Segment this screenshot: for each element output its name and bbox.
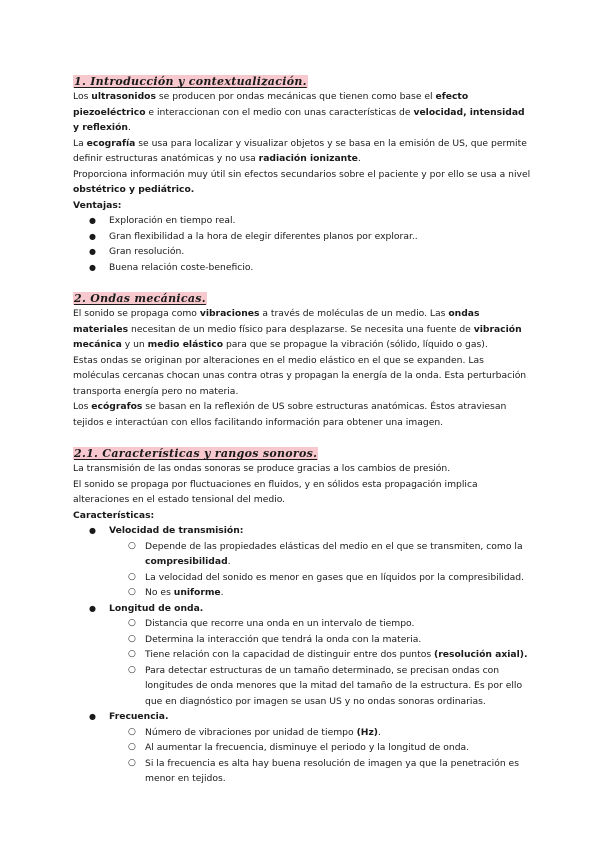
circle-bullet-icon: ○ — [128, 587, 136, 597]
list-item-longitud: ● Longitud de onda. — [73, 601, 533, 617]
circle-bullet-icon: ○ — [128, 633, 136, 644]
circle-bullet-icon: ○ — [128, 649, 136, 659]
paragraph-ultrasonidos: Los ultrasonidos se producen por ondas mecánicas que tienen como base el efecto piezoeléctrico e interaccionan con el medio con unas características de velocidad, intensidad y reflexión. — [73, 91, 525, 133]
paragraph-origen-ondas: Estas ondas se originan por alteraciones en el medio elástico en el que se expanden. Las moléculas cercanas chocan unas contra otras y propagan la energía de la onda. Esta perturbación transporta energía pero no materia. — [73, 354, 527, 397]
bullet-icon: ● — [89, 712, 96, 721]
list-item: ● Exploración en tiempo real. — [73, 213, 533, 229]
circle-bullet-icon: ○ — [128, 726, 136, 737]
document-body — [73, 74, 533, 787]
circle-bullet-icon: ○ — [128, 664, 136, 675]
sub-list-item: ○ Depende de las propiedades elásticas del medio en el que se transmiten, como la compresibilidad. — [128, 540, 523, 567]
heading-caracteristicas: 2.1. Características y rangos sonoros. — [74, 447, 318, 460]
bullet-icon: ● — [89, 262, 96, 272]
list-item: ● Gran flexibilidad a la hora de elegir diferentes planos por explorar.. — [73, 229, 533, 245]
sub-list-item: ○ Distancia que recorre una onda en un intervalo de tiempo. — [73, 616, 533, 632]
sub-list-item: ○ Para detectar estructuras de un tamaño determinado, se precisan ondas con longitudes de onda menores que la mitad del tamaño de la estructura. Es por ello que en diagnóstico por imagen se usan US y no ondas sonoras ordinarias. — [128, 664, 523, 707]
sub-list-item: ○ Tiene relación con la capacidad de distinguir entre dos puntos (resolución axial). — [73, 647, 533, 663]
paragraph-uso: Proporciona información muy útil sin efectos secundarios sobre el paciente y por ello se usa a nivel obstétrico y pediátrico. — [73, 168, 531, 195]
list-item: ● Gran resolución. — [73, 244, 533, 260]
sub-list-item: ○ Al aumentar la frecuencia, disminuye el periodo y la longitud de onda. — [73, 740, 533, 756]
circle-bullet-icon: ○ — [128, 540, 136, 551]
paragraph-propagacion: El sonido se propaga por fluctuaciones en fluidos, y en sólidos esta propagación implica alteraciones en el estado tensional del medio. — [73, 478, 478, 505]
paragraph-ecografia: La ecografía se usa para localizar y visualizar objetos y se basa en la emisión de US, que permite definir estructuras anatómicas y no usa radiación ionizante. — [73, 137, 527, 164]
circle-bullet-icon: ○ — [128, 757, 136, 768]
bullet-icon: ● — [89, 526, 96, 535]
heading-introduccion: 1. Introducción y contextualización. — [74, 75, 307, 88]
caracteristicas-list — [73, 523, 533, 787]
paragraph-transmision: La transmisión de las ondas sonoras se produce gracias a los cambios de presión. — [73, 463, 451, 474]
paragraph-ecografos: Los ecógrafos se basan en la reflexión de US sobre estructuras anatómicas. Éstos atraviesan tejidos e interactúan con ellos facilitando información para obtener una imagen. — [73, 401, 507, 428]
list-item-velocidad: ● Velocidad de transmisión: — [73, 523, 533, 539]
sub-list-item: ○ Determina la interacción que tendrá la onda con la materia. — [73, 632, 533, 648]
list-item-frecuencia: ● Frecuencia. — [73, 709, 533, 725]
ventajas-label: Ventajas: — [73, 199, 122, 211]
ventajas-list — [73, 213, 533, 275]
sub-list-item: ○ No es uniforme. — [73, 585, 533, 601]
sub-list-item: ○ La velocidad del sonido es menor en gases que en líquidos por la compresibilidad. — [73, 570, 533, 586]
sub-list-item: ○ Si la frecuencia es alta hay buena resolución de imagen ya que la penetración es menor en tejidos. — [128, 757, 519, 784]
list-item: ● Buena relación coste-beneficio. — [73, 260, 533, 276]
circle-bullet-icon: ○ — [128, 571, 136, 582]
bullet-icon: ● — [89, 603, 96, 613]
circle-bullet-icon: ○ — [128, 742, 136, 752]
paragraph-sonido-vibraciones: El sonido se propaga como vibraciones a través de moléculas de un medio. Las ondas materiales necesitan de un medio físico para desplazarse. Se necesita una fuente de vibración mecánica y un medio elástico para que se propague la vibración (sólido, líquido o gas). — [73, 308, 522, 350]
circle-bullet-icon: ○ — [128, 618, 136, 628]
heading-ondas-mecanicas: 2. Ondas mecánicas. — [74, 292, 206, 305]
caracteristicas-label: Características: — [73, 509, 155, 521]
bullet-icon: ● — [89, 247, 96, 256]
bullet-icon: ● — [89, 216, 96, 225]
sub-list-item: ○ Número de vibraciones por unidad de tiempo (Hz). — [73, 725, 533, 741]
bullet-icon: ● — [89, 231, 96, 241]
